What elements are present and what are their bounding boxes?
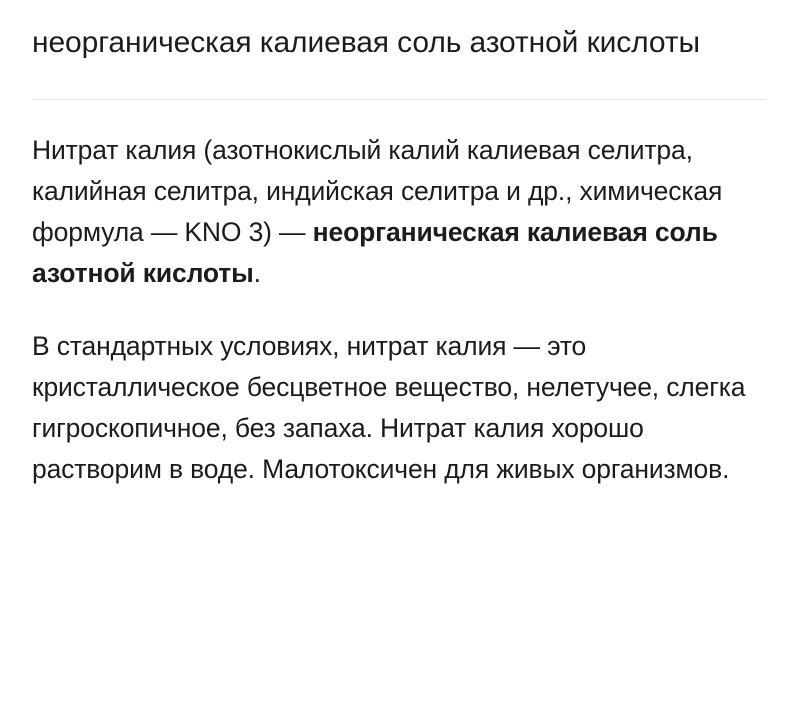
document-body (32, 130, 766, 491)
page-title: неорганическая калиевая соль азотной кислоты (32, 26, 700, 59)
paragraph-definition (32, 130, 766, 294)
definition-tail-text: . (253, 257, 261, 288)
properties-text: В стандартных условиях, нитрат калия — это кристаллическое бесцветное вещество, нелетучее, слегка гигроскопичное, без запаха. Нитрат калия хорошо растворим в воде. Малотоксичен для живых организмов. (32, 330, 746, 485)
section-divider (32, 99, 766, 100)
definition-bold-term: неорганическая калиевая соль азотной кислоты (32, 216, 718, 288)
paragraph-properties (32, 326, 766, 490)
definition-lead-text: Нитрат калия (азотнокислый калий калиевая селитра, калийная селитра, индийская селитра и др., химическая формула — KNO 3) — (32, 134, 723, 247)
